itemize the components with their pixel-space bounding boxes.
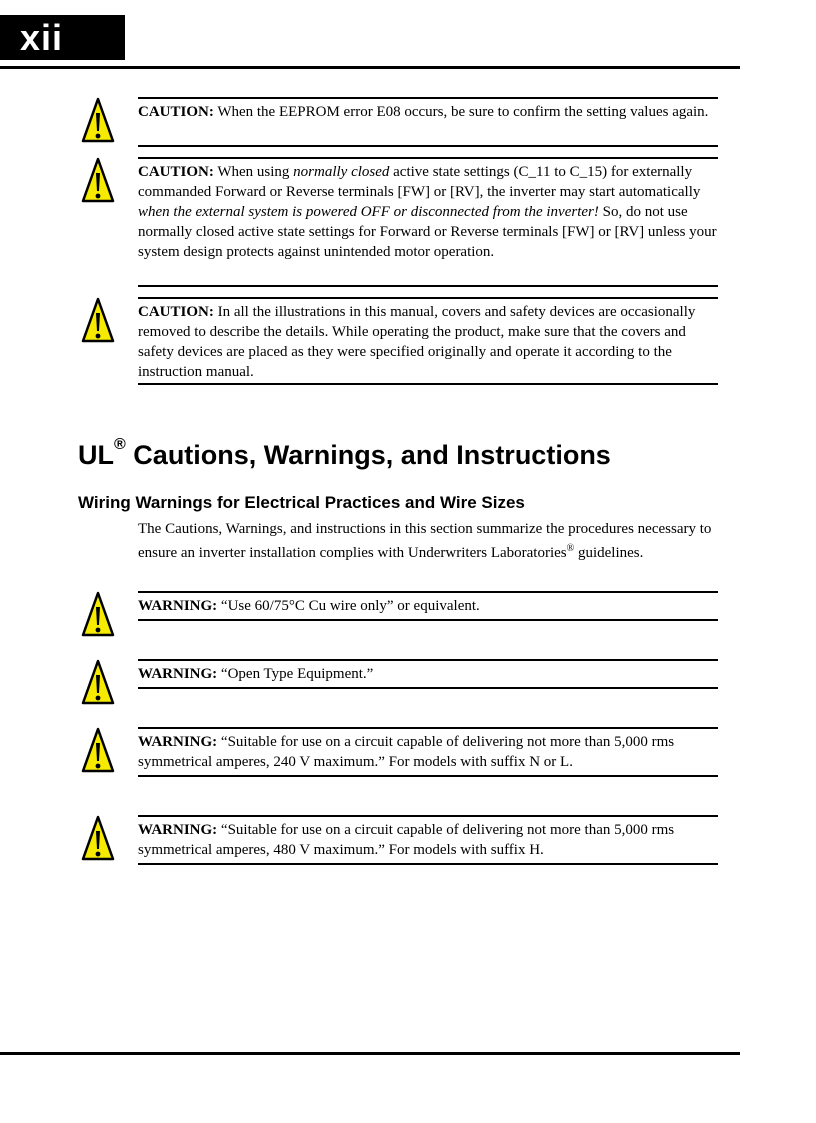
warning-480v xyxy=(138,815,718,865)
header-rule xyxy=(0,66,740,69)
section-title xyxy=(78,436,611,471)
warning-triangle-icon xyxy=(81,97,115,143)
page-number-tab: xii xyxy=(0,15,125,60)
warning-text: “Suitable for use on a circuit capable of delivering not more than 5,000 rms symmetrical amperes, 240 V maximum.” For models with suffix N or L. xyxy=(138,734,675,770)
warning-triangle-icon xyxy=(81,727,115,773)
caution-text: So, do not use normally closed active state settings for Forward or Reverse terminals [FW] or [RV] unless your system design protects against unintended motor operation. xyxy=(138,204,717,260)
footer-rule xyxy=(0,1052,740,1055)
warning-240v xyxy=(138,727,718,777)
warning-triangle-icon xyxy=(81,659,115,705)
title-rest: Cautions, Warnings, and Instructions xyxy=(125,440,611,470)
intro-text: The Cautions, Warnings, and instructions in this section summarize the procedures necessary to ensure an inverter installation complies with Underwriters Laboratories xyxy=(138,521,712,561)
caution-lead: CAUTION: xyxy=(138,164,214,180)
warning-triangle-icon xyxy=(81,815,115,861)
warning-text: “Use 60/75°C Cu wire only” or equivalent. xyxy=(217,598,480,614)
warning-lead: WARNING: xyxy=(138,822,218,838)
subsection-title: Wiring Warnings for Electrical Practices and Wire Sizes xyxy=(78,493,525,512)
warning-triangle-icon xyxy=(81,591,115,637)
caution-lead: CAUTION: xyxy=(138,304,214,320)
caution-illustrations xyxy=(138,297,718,385)
warning-text: “Open Type Equipment.” xyxy=(217,666,374,682)
warning-wire xyxy=(138,591,718,621)
caution-lead: CAUTION: xyxy=(138,104,214,120)
warning-triangle-icon xyxy=(81,297,115,343)
caution-text: In all the illustrations in this manual, covers and safety devices are occasionally removed to describe the details. While operating the product, make sure that the covers and safety devices are placed as they were specified originally and operate it according to the instruction manual. xyxy=(138,304,696,380)
caution-text: active state settings (C_11 to C_15) for externally commanded Forward or Reverse terminals [FW] or [RV], the inverter may start automatically xyxy=(138,164,701,200)
caution-normally-closed xyxy=(138,157,718,287)
registered-mark: ® xyxy=(566,543,575,554)
caution-text: When using xyxy=(213,164,294,180)
warning-triangle-icon xyxy=(81,157,115,203)
caution-italic: when the external system is powered OFF or disconnected from the inverter! xyxy=(138,204,599,220)
intro-paragraph xyxy=(138,519,723,563)
warning-text: “Suitable for use on a circuit capable of delivering not more than 5,000 rms symmetrical amperes, 480 V maximum.” For models with suffix H. xyxy=(138,822,675,858)
caution-italic: normally closed xyxy=(293,164,390,180)
warning-lead: WARNING: xyxy=(138,598,218,614)
registered-mark: ® xyxy=(114,436,126,453)
warning-lead: WARNING: xyxy=(138,734,218,750)
intro-text: guidelines. xyxy=(574,545,644,561)
warning-lead: WARNING: xyxy=(138,666,218,682)
caution-eeprom xyxy=(138,97,718,147)
title-prefix: UL xyxy=(78,440,114,470)
warning-open-type xyxy=(138,659,718,689)
caution-text: When the EEPROM error E08 occurs, be sure to confirm the setting values again. xyxy=(213,104,709,120)
